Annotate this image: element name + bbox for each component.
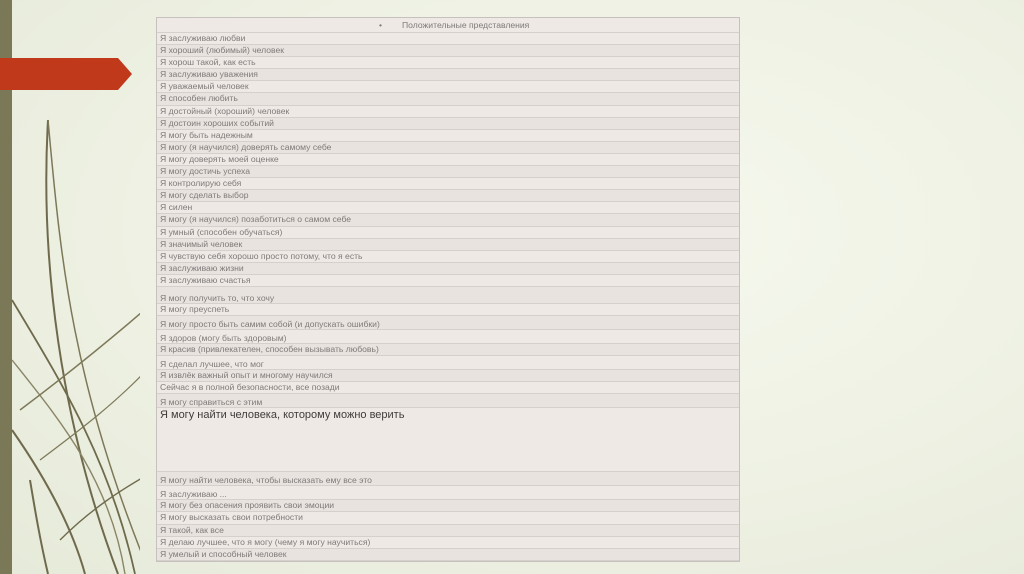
- table-title: Положительные представления: [402, 20, 530, 30]
- table-row: Я значимый человек: [157, 239, 739, 251]
- table-row: Я достойный (хороший) человек: [157, 106, 739, 118]
- table-row: Я достоин хороших событий: [157, 118, 739, 130]
- table-row: Я умелый и способный человек: [157, 549, 739, 561]
- table-row: Я могу получить то, что хочу: [157, 287, 739, 304]
- table-row: Я сделал лучшее, что мог: [157, 356, 739, 370]
- table-row: Я могу без опасения проявить свои эмоции: [157, 500, 739, 512]
- table-row: Я могу найти человека, чтобы высказать ему все это: [157, 472, 739, 486]
- table-row: Я могу просто быть самим собой (и допускать ошибки): [157, 316, 739, 330]
- table-row: Я контролирую себя: [157, 178, 739, 190]
- table-row: Я могу быть надежным: [157, 130, 739, 142]
- table-row: Я могу высказать свои потребности: [157, 512, 739, 524]
- table-row: Сейчас я в полной безопасности, все позади: [157, 382, 739, 394]
- table-row: Я могу достичь успеха: [157, 166, 739, 178]
- table-row-highlight: Я могу найти человека, которому можно верить: [157, 408, 739, 472]
- table-row: Я умный (способен обучаться): [157, 227, 739, 239]
- table-row: Я заслуживаю счастья: [157, 275, 739, 287]
- table-row: Я способен любить: [157, 93, 739, 105]
- table-row: Я красив (привлекателен, способен вызывать любовь): [157, 344, 739, 356]
- table-row: Я хороший (любимый) человек: [157, 45, 739, 57]
- table-row: Я делаю лучшее, что я могу (чему я могу научиться): [157, 537, 739, 549]
- table-row: Я могу сделать выбор: [157, 190, 739, 202]
- table-row: Я могу преуспеть: [157, 304, 739, 316]
- bullet-marker: •: [378, 20, 382, 30]
- table-row: Я уважаемый человек: [157, 81, 739, 93]
- table-row: Я могу (я научился) позаботиться о самом себе: [157, 214, 739, 226]
- table-row: Я извлёк важный опыт и многому научился: [157, 370, 739, 382]
- table-row: Я заслуживаю жизни: [157, 263, 739, 275]
- table-row: Я заслуживаю любви: [157, 33, 739, 45]
- table-row: Я хорош такой, как есть: [157, 57, 739, 69]
- table-row: Я могу доверять моей оценке: [157, 154, 739, 166]
- table-row: Я чувствую себя хорошо просто потому, что я есть: [157, 251, 739, 263]
- table-row: Я здоров (могу быть здоровым): [157, 330, 739, 344]
- red-arrow-marker: [0, 58, 132, 90]
- table-row: Я заслуживаю уважения: [157, 69, 739, 81]
- table-row: Я силен: [157, 202, 739, 214]
- table-row: Я могу (я научился) доверять самому себе: [157, 142, 739, 154]
- affirmations-table: [156, 17, 740, 562]
- table-header: [157, 18, 739, 33]
- table-row: Я заслуживаю ...: [157, 486, 739, 500]
- table-row: Я такой, как все: [157, 525, 739, 537]
- table-row: Я могу справиться с этим: [157, 394, 739, 408]
